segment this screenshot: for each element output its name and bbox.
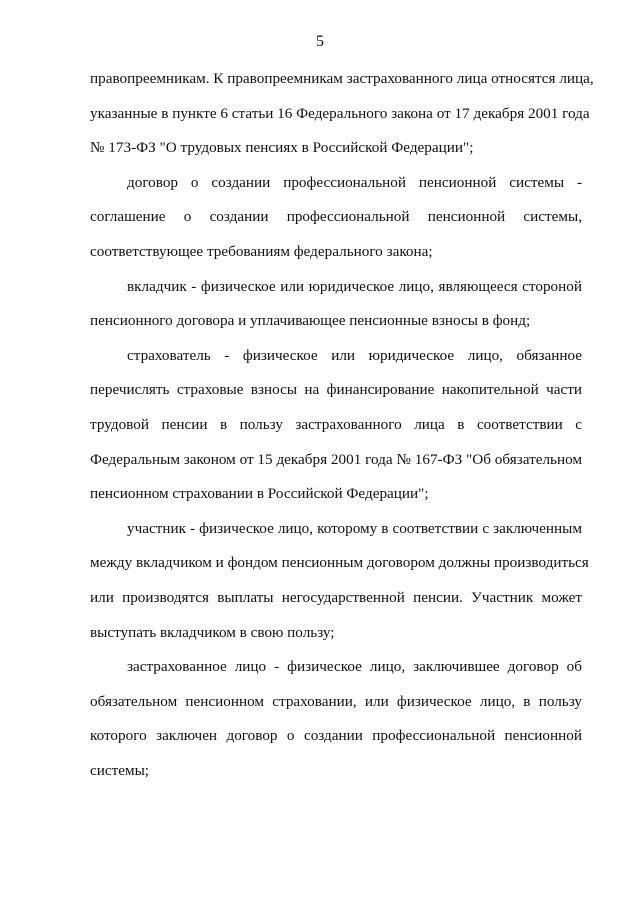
paragraph-definition-insured-person xyxy=(90,650,582,788)
paragraph-definition-participant xyxy=(90,512,589,650)
text-line: между вкладчиком и фондом пенсионным договором должны производиться xyxy=(90,554,589,572)
text-line: договор о создании профессиональной пенсионной системы - xyxy=(127,173,582,191)
text-line: системы; xyxy=(90,761,150,779)
text-line: трудовой пенсии в пользу застрахованного лица в соответствии с xyxy=(90,415,582,433)
text-line: правопреемникам. К правопреемникам застрахованного лица относятся лица, xyxy=(90,70,594,87)
document-body xyxy=(90,62,594,788)
text-line: страхователь - физическое или юридическое лицо, обязанное xyxy=(127,346,582,364)
text-line: обязательном пенсионном страховании, или физическое лицо, в пользу xyxy=(90,692,582,710)
text-line: пенсионного договора и уплачивающее пенсионные взносы в фонд; xyxy=(90,312,531,330)
text-line: № 173-ФЗ "О трудовых пенсиях в Российской Федерации"; xyxy=(90,139,474,157)
paragraph-definition-depositor xyxy=(90,270,582,339)
text-line: выступать вкладчиком в свою пользу; xyxy=(90,623,335,641)
text-line: соглашение о создании профессиональной пенсионной системы, xyxy=(90,208,582,226)
text-line: застрахованное лицо - физическое лицо, заключившее договор об xyxy=(127,658,582,676)
page-number: 5 xyxy=(316,33,324,50)
text-line: которого заключен договор о создании профессиональной пенсионной xyxy=(90,727,582,745)
text-line: соответствующее требованиям федерального закона; xyxy=(90,242,433,260)
paragraph-definition-contract xyxy=(90,166,582,270)
text-line: или производятся выплаты негосударственной пенсии. Участник может xyxy=(90,588,582,606)
text-line: пенсионном страховании в Российской Федерации"; xyxy=(90,485,429,503)
text-line: участник - физическое лицо, которому в соответствии с заключенным xyxy=(127,519,582,537)
paragraph-continuation-successors xyxy=(90,62,594,166)
paragraph-definition-insurer xyxy=(90,339,582,512)
text-line: Федеральным законом от 15 декабря 2001 года № 167-ФЗ "Об обязательном xyxy=(90,450,582,468)
text-line: перечислять страховые взносы на финансирование накопительной части xyxy=(90,381,582,399)
text-line: указанные в пункте 6 статьи 16 Федерального закона от 17 декабря 2001 года xyxy=(90,104,590,122)
text-line: вкладчик - физическое или юридическое лицо, являющееся стороной xyxy=(127,277,582,295)
